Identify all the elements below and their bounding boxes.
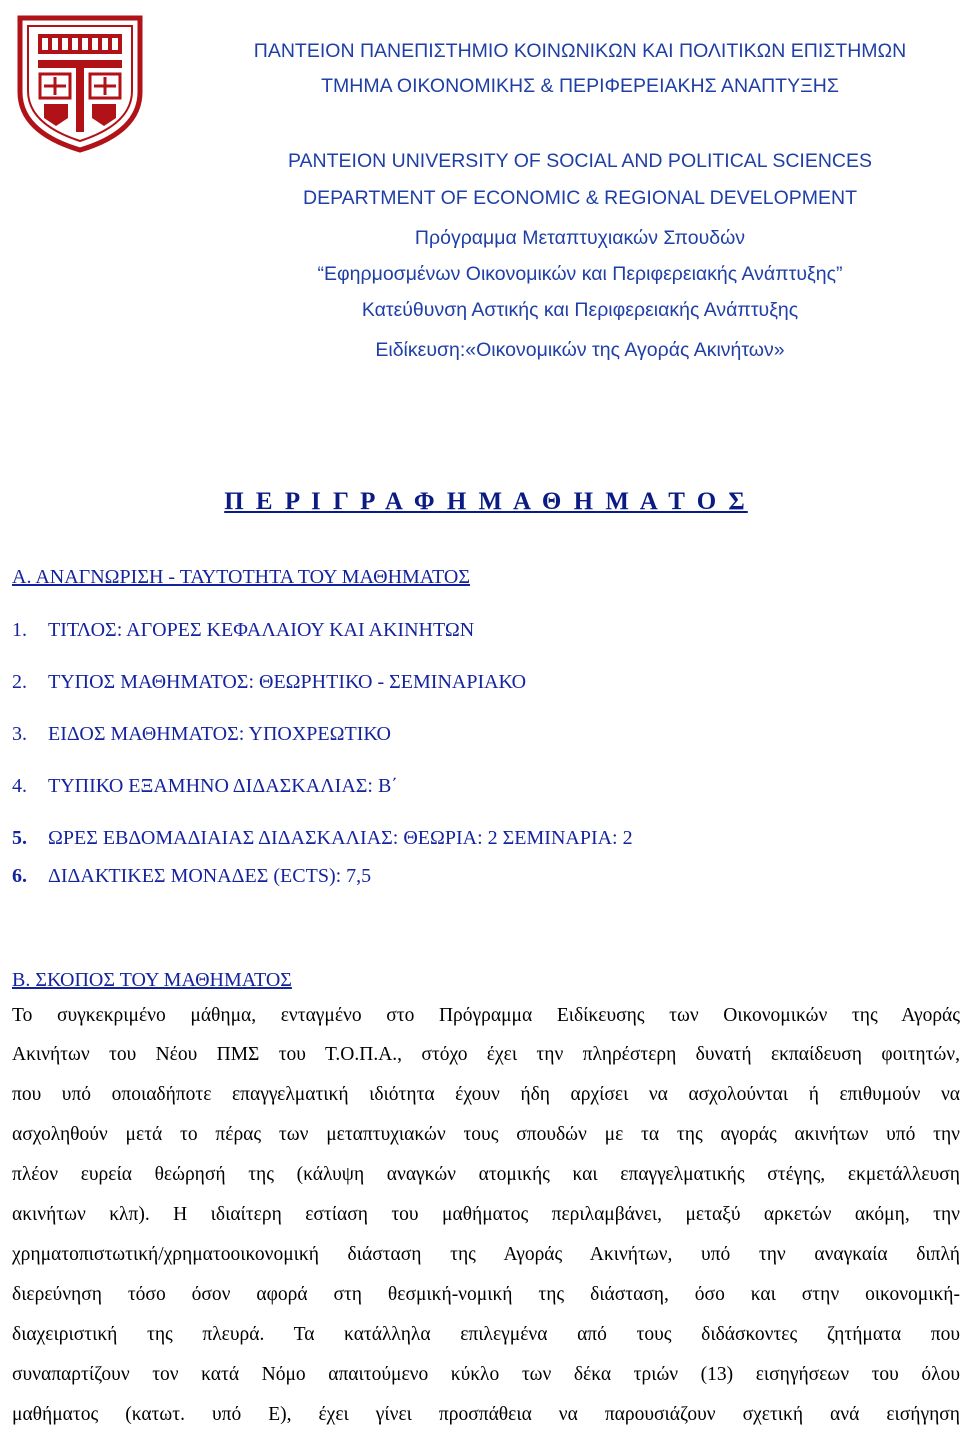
item-text: ΕΙΔΟΣ ΜΑΘΗΜΑΤΟΣ: ΥΠΟΧΡΕΩΤΙΚΟ <box>48 723 391 745</box>
department-name-english: DEPARTMENT OF ECONOMIC & REGIONAL DEVELOPMENT <box>302 187 858 209</box>
list-item <box>12 619 474 642</box>
item-number: 2. <box>12 671 27 693</box>
paragraph-line: διαχειριστική της πλευρά. Τα κατάλληλα επιλεγμένα από τους διδάσκοντες ζητήματα που <box>12 1324 960 1345</box>
paragraph-line: Ακινήτων του Νέου ΠΜΣ του Τ.Ο.Π.Α., στόχο έχει την πληρέστερη δυνατή εκπαίδευση φοιτητών, <box>12 1044 960 1065</box>
paragraph-line: Το συγκεκριμένο μάθημα, ενταγμένο στο Πρόγραμμα Ειδίκευσης των Οικονομικών της Αγοράς <box>12 1005 960 1026</box>
item-text: ΤΥΠΟΣ ΜΑΘΗΜΑΤΟΣ: ΘΕΩΡΗΤΙΚΟ - ΣΕΜΙΝΑΡΙΑΚΟ <box>48 671 527 693</box>
paragraph-line: συναπαρτίζουν τον κατά Νόμο απαιτούμενο κύκλο των δέκα τριών (13) εισηγήσεων του όλου <box>12 1364 960 1385</box>
department-name-greek: ΤΜΗΜΑ ΟΙΚΟΝΟΜΙΚΗΣ & ΠΕΡΙΦΕΡΕΙΑΚΗΣ ΑΝΑΠΤΥΞΗΣ <box>321 75 839 97</box>
list-item <box>12 775 398 798</box>
paragraph-line: πλέον ευρεία θεώρησή της (κάλυψη αναγκών ατομικής και επαγγελματικής στέγης, εκμετάλλευση <box>12 1164 960 1185</box>
item-text: ΤΥΠΙΚΟ ΕΞΑΜΗΝΟ ΔΙΔΑΣΚΑΛΙΑΣ: Β΄ <box>48 775 398 797</box>
item-number: 4. <box>12 775 27 797</box>
paragraph-line: μαθήματος (κατωτ. υπό Ε), έχει γίνει προσπάθεια να παρουσιάζουν σχετική ανά εισήγηση <box>12 1404 960 1425</box>
university-name-greek: ΠΑΝΤΕΙΟΝ ΠΑΝΕΠΙΣΤΗΜΙΟ ΚΟΙΝΩΝΙΚΩΝ ΚΑΙ ΠΟΛΙΤΙΚΩΝ ΕΠΙΣΤΗΜΩΝ <box>253 40 907 62</box>
university-name-english: PANTEION UNIVERSITY OF SOCIAL AND POLITICAL SCIENCES <box>287 150 873 172</box>
track-name: Κατεύθυνση Αστικής και Περιφερειακής Ανάπτυξης <box>361 299 799 321</box>
list-item <box>12 723 391 746</box>
item-text: ΔΙΔΑΚΤΙΚΕΣ ΜΟΝΑΔΕΣ (ECTS): 7,5 <box>48 865 372 887</box>
list-item <box>12 671 526 694</box>
section-b-heading: Β. ΣΚΟΠΟΣ ΤΟΥ ΜΑΘΗΜΑΤΟΣ <box>12 969 292 991</box>
section-a-heading: Α. ΑΝΑΓΝΩΡΙΣΗ - ΤΑΥΤΟΤΗΤΑ ΤΟΥ ΜΑΘΗΜΑΤΟΣ <box>12 566 470 588</box>
university-seal-icon <box>14 14 146 154</box>
item-text: ΤΙΤΛΟΣ: ΑΓΟΡΕΣ ΚΕΦΑΛΑΙΟΥ ΚΑΙ ΑΚΙΝΗΤΩΝ <box>48 619 475 641</box>
item-text: ΩΡΕΣ ΕΒΔΟΜΑΔΙΑΙΑΣ ΔΙΔΑΣΚΑΛΙΑΣ: ΘΕΩΡΙΑ: 2 ΣΕΜΙΝΑΡΙΑ: 2 <box>48 827 633 849</box>
program-subtitle: “Εφηρμοσμένων Οικονομικών και Περιφερειακής Ανάπτυξης” <box>317 263 843 285</box>
paragraph-line: ασχοληθούν μετά το πέρας των μεταπτυχιακών τους σπουδών με τα της αγοράς ακινήτων υπό την <box>12 1124 960 1145</box>
specialization-name: Ειδίκευση:«Οικονομικών της Αγοράς Ακινήτων» <box>375 339 785 361</box>
item-number: 5. <box>12 827 27 849</box>
program-name: Πρόγραμμα Μεταπτυχιακών Σπουδών <box>414 227 746 249</box>
list-item <box>12 865 371 888</box>
list-item <box>12 827 633 850</box>
item-number: 6. <box>12 865 27 887</box>
item-number: 1. <box>12 619 27 641</box>
paragraph-line: που υπό οποιαδήποτε επαγγελματική ιδιότητα έχουν ήδη αρχίσει να ασχολούνται ή επιθυμούν να <box>12 1084 960 1105</box>
item-number: 3. <box>12 723 27 745</box>
paragraph-line: χρηματοπιστωτική/χρηματοοικονομική διάσταση της Αγοράς Ακινήτων, υπό την αναγκαία διπλή <box>12 1244 960 1265</box>
paragraph-line: ακινήτων κλπ). Η ιδιαίτερη εστίαση του μαθήματος περιλαμβάνει, μεταξύ αρκετών ακόμη, την <box>12 1204 960 1225</box>
page-title: Π Ε Ρ Ι Γ Ρ Α Φ Η Μ Α Θ Η Μ Α Τ Ο Σ <box>224 488 748 515</box>
paragraph-line: διερεύνηση τόσο όσον αφορά στη θεσμική-νομική της διάσταση, όσο και στην οικονομική- <box>12 1284 960 1305</box>
